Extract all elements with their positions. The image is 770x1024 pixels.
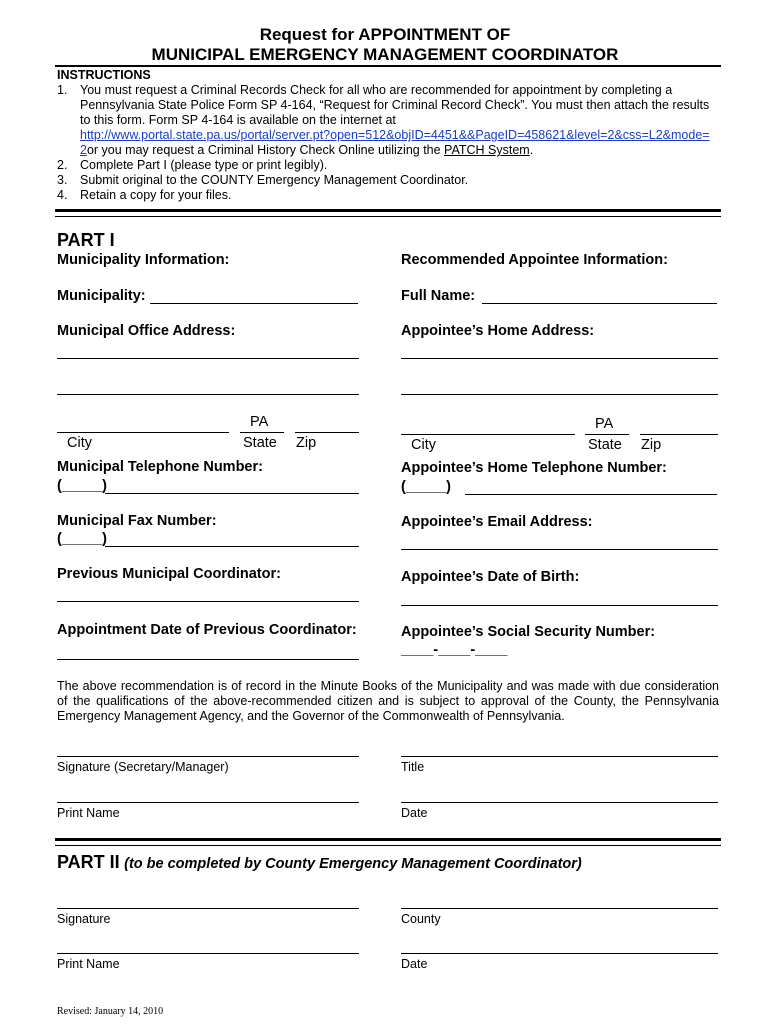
muni-fax-field[interactable] <box>105 546 359 547</box>
municipality-field[interactable] <box>150 303 358 304</box>
office-address-line1[interactable] <box>57 358 359 359</box>
county-print-name-field[interactable] <box>57 953 359 954</box>
print-name-field[interactable] <box>57 802 359 803</box>
sp4164-link-continued[interactable]: 2 <box>80 143 87 157</box>
sp4164-link[interactable]: http://www.portal.state.pa.us/portal/server.pt?open=512&objID=4451&&PageID=458621&level=2&css=L2&mode= <box>80 128 710 142</box>
office-state-label: State <box>243 435 277 451</box>
part1-heading: PART I <box>57 230 115 250</box>
home-phone-area[interactable]: (_____) <box>401 479 451 495</box>
county-label: County <box>401 912 441 926</box>
muni-phone-label: Municipal Telephone Number: <box>57 459 263 475</box>
date-label: Date <box>401 806 428 820</box>
instruction-number-1: 1. <box>57 83 68 97</box>
title-divider <box>55 65 721 67</box>
office-zip-field[interactable] <box>295 432 359 433</box>
home-state-value: PA <box>595 416 614 432</box>
full-name-label: Full Name: <box>401 288 476 304</box>
form-title-line2: MUNICIPAL EMERGENCY MANAGEMENT COORDINATOR <box>151 45 619 64</box>
part2-heading-row <box>57 852 582 873</box>
instruction-1-line5: 2or you may request a Criminal History Check Online utilizing the PATCH System. <box>80 143 534 157</box>
recommendation-statement: The above recommendation is of record in the Minute Books of the Municipality and was made with due consideration of the qualifications of the above-recommended citizen and is subject to approval of the County, the Pennsylvania Emergency Management Agency, and the Governor of the Commonwealth of Pennsylvania. <box>57 679 719 723</box>
form-title-line1: Request for APPOINTMENT OF <box>259 25 511 44</box>
instruction-1-line2: Pennsylvania State Police Form SP 4-164, “Request for Criminal Record Check”. You must then attach the results <box>80 98 710 112</box>
appointee-info-heading: Recommended Appointee Information: <box>401 252 668 268</box>
part1-divider-thick <box>55 209 721 212</box>
date-field[interactable] <box>401 802 718 803</box>
office-address-label: Municipal Office Address: <box>57 323 236 339</box>
instruction-3-text: Submit original to the COUNTY Emergency Management Coordinator. <box>80 173 469 187</box>
home-phone-field[interactable] <box>465 494 717 495</box>
muni-phone-area[interactable]: (_____) <box>57 478 107 494</box>
muni-phone-field[interactable] <box>105 493 359 494</box>
appt-date-field[interactable] <box>57 659 359 660</box>
municipality-info-heading: Municipality Information: <box>57 252 230 268</box>
instructions-heading: INSTRUCTIONS <box>57 68 151 82</box>
dob-label: Appointee’s Date of Birth: <box>401 569 580 585</box>
home-address-line2[interactable] <box>401 394 718 395</box>
part2-subtitle: (to be completed by County Emergency Management Coordinator) <box>124 856 582 872</box>
county-signature-field[interactable] <box>57 908 359 909</box>
patch-text: or you may request a Criminal History Check Online utilizing the <box>86 143 445 157</box>
municipality-label: Municipality: <box>57 288 146 304</box>
home-address-label: Appointee’s Home Address: <box>401 323 595 339</box>
instruction-2-text: Complete Part I (please type or print legibly). <box>80 158 328 172</box>
instruction-number-2: 2. <box>57 158 68 172</box>
office-state-field[interactable] <box>240 432 284 433</box>
home-zip-label: Zip <box>641 437 662 453</box>
home-city-label: City <box>411 437 436 453</box>
home-zip-field[interactable] <box>640 434 718 435</box>
office-city-field[interactable] <box>57 432 229 433</box>
instruction-1-line3: to this form. Form SP 4-164 is available on the internet at <box>80 113 396 127</box>
full-name-field[interactable] <box>482 303 717 304</box>
instruction-number-4: 4. <box>57 188 68 202</box>
part2-heading: PART II <box>57 852 120 872</box>
home-state-label: State <box>588 437 622 453</box>
prev-coordinator-label: Previous Municipal Coordinator: <box>57 566 281 582</box>
instruction-number-3: 3. <box>57 173 68 187</box>
part2-divider-thick <box>55 838 721 841</box>
county-date-field[interactable] <box>401 953 718 954</box>
instruction-4-text: Retain a copy for your files. <box>80 188 232 202</box>
home-phone-label: Appointee’s Home Telephone Number: <box>401 460 667 476</box>
office-zip-label: Zip <box>296 435 317 451</box>
ssn-field[interactable]: ____-____-____ <box>401 642 508 658</box>
patch-system-link[interactable]: PATCH System <box>444 143 530 157</box>
county-print-name-label: Print Name <box>57 957 120 971</box>
home-state-field[interactable] <box>585 434 629 435</box>
appt-date-label: Appointment Date of Previous Coordinator: <box>57 622 357 638</box>
dob-field[interactable] <box>401 605 718 606</box>
office-address-line2[interactable] <box>57 394 359 395</box>
home-city-field[interactable] <box>401 434 575 435</box>
print-name-label: Print Name <box>57 806 120 820</box>
revision-date: Revised: January 14, 2010 <box>57 1006 164 1017</box>
part1-divider-thin <box>55 216 721 217</box>
secretary-signature-label: Signature (Secretary/Manager) <box>57 760 229 774</box>
muni-fax-label: Municipal Fax Number: <box>57 513 217 529</box>
office-city-label: City <box>67 435 92 451</box>
instruction-1-line1: You must request a Criminal Records Check for all who are recommended for appointment by completing a <box>80 83 673 97</box>
county-date-label: Date <box>401 957 428 971</box>
title-field[interactable] <box>401 756 718 757</box>
part2-divider-thin <box>55 845 721 846</box>
office-state-value: PA <box>250 414 269 430</box>
email-label: Appointee’s Email Address: <box>401 514 593 530</box>
email-field[interactable] <box>401 549 718 550</box>
prev-coordinator-field[interactable] <box>57 601 359 602</box>
ssn-label: Appointee’s Social Security Number: <box>401 624 656 640</box>
title-label: Title <box>401 760 425 774</box>
county-field[interactable] <box>401 908 718 909</box>
county-signature-label: Signature <box>57 912 111 926</box>
muni-fax-area[interactable]: (_____) <box>57 531 107 547</box>
secretary-signature-field[interactable] <box>57 756 359 757</box>
home-address-line1[interactable] <box>401 358 718 359</box>
